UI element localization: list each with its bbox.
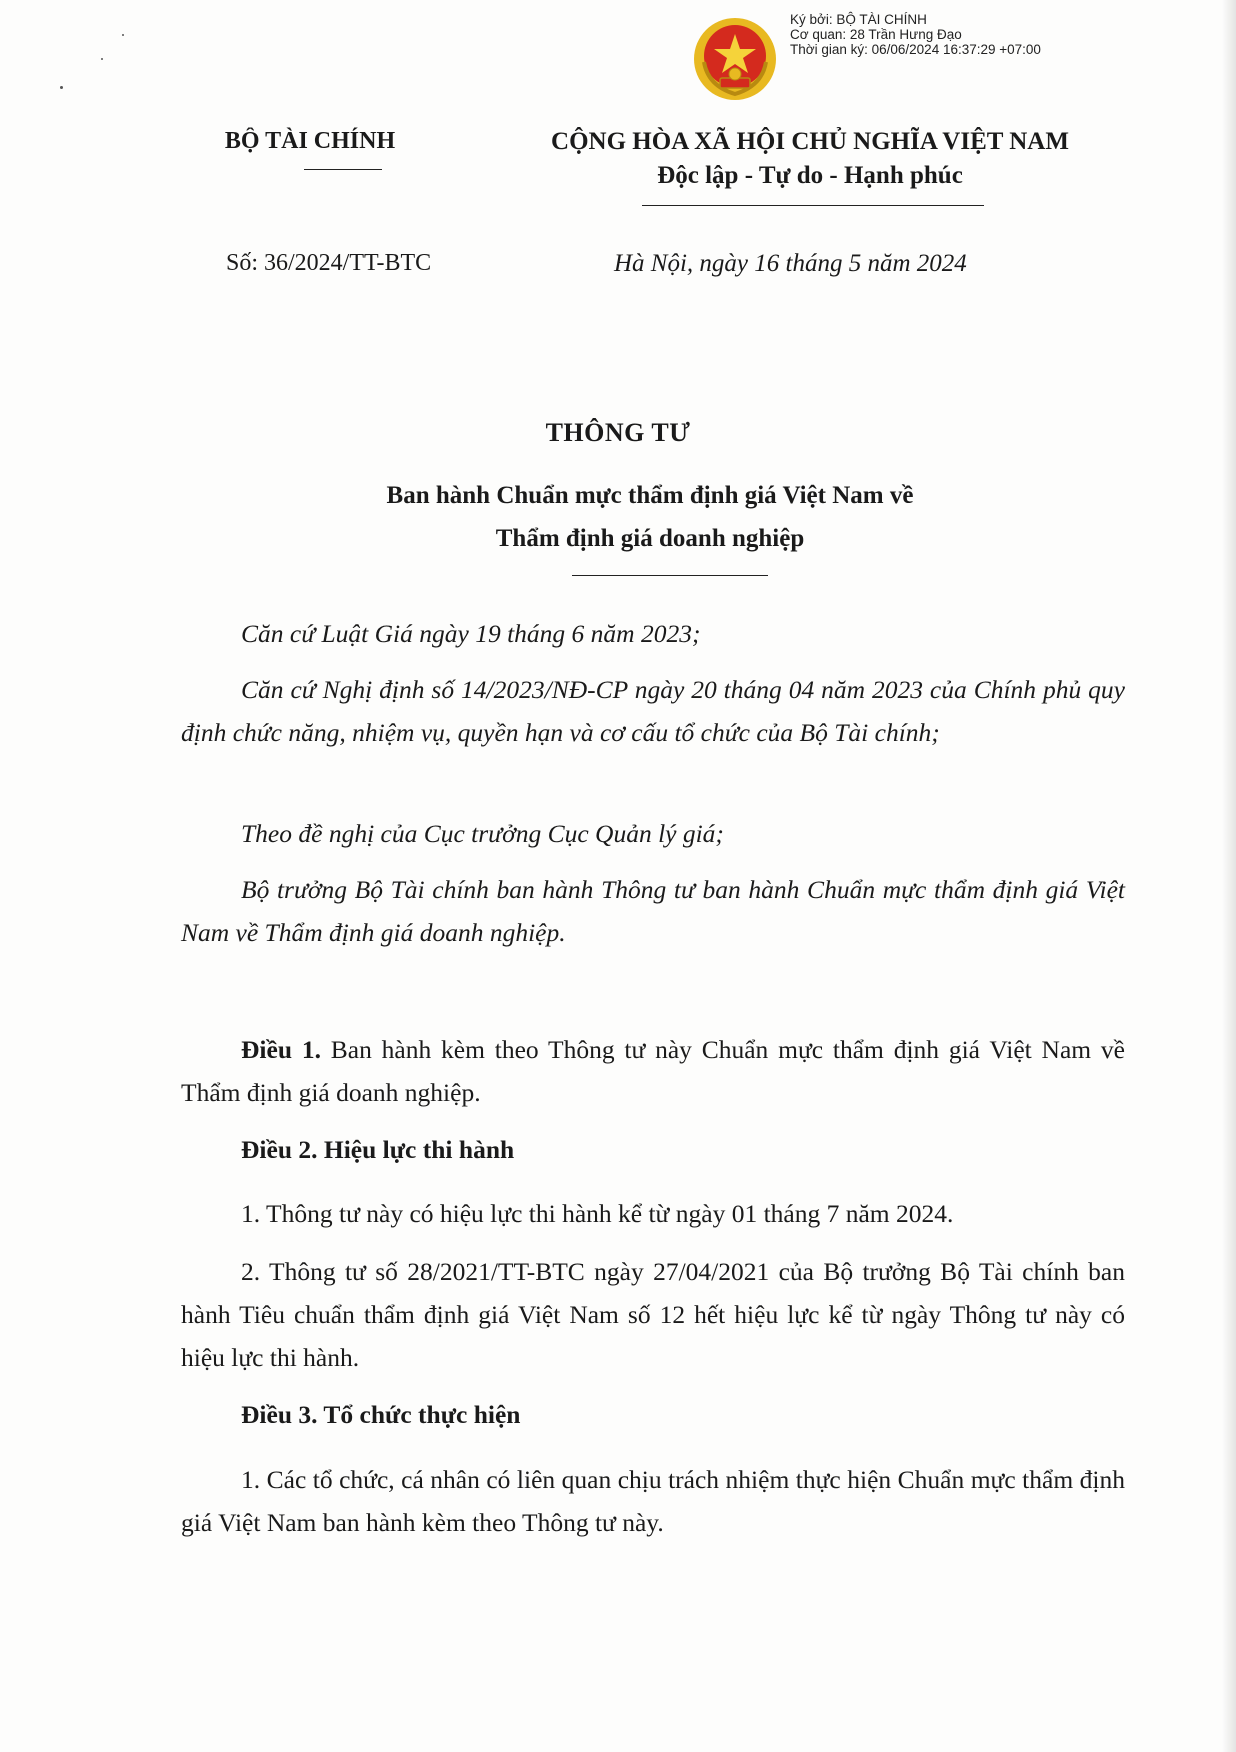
article-3-heading: Điều 3. Tổ chức thực hiện [241, 1400, 521, 1429]
preamble-basis: Theo đề nghị của Cục trưởng Cục Quản lý giá; [241, 819, 724, 848]
preamble-basis: Bộ trưởng Bộ Tài chính ban hành Thông tư ban hành Chuẩn mực thẩm định giá Việt Nam về Thẩm định giá doanh nghiệp. [181, 875, 1125, 947]
article-1 [181, 1028, 1125, 1114]
document-type-title: THÔNG TƯ [545, 418, 691, 447]
place-and-date: Hà Nội, ngày 16 tháng 5 năm 2024 [614, 250, 967, 277]
national-motto: Độc lập - Tự do - Hạnh phúc [657, 162, 963, 189]
subject-line: Ban hành Chuẩn mực thẩm định giá Việt Nam về [386, 482, 914, 509]
signer-agency: Cơ quan: 28 Trần Hưng Đạo [790, 27, 962, 42]
article-2-item: 1. Thông tư này có hiệu lực thi hành kể từ ngày 01 tháng 7 năm 2024. [241, 1199, 954, 1228]
article-2-item: 2. Thông tư số 28/2021/TT-BTC ngày 27/04/2021 của Bộ trưởng Bộ Tài chính ban hành Tiêu chuẩn thẩm định giá Việt Nam số 12 hết hiệu lực kể từ ngày Thông tư này có hiệu lực thi hành. [181, 1257, 1125, 1372]
article-2-heading: Điều 2. Hiệu lực thi hành [241, 1135, 515, 1164]
article-1-text: Ban hành kèm theo Thông tư này Chuẩn mực thẩm định giá Việt Nam về Thẩm định giá doanh nghiệp. [181, 1035, 1125, 1107]
motto-underline [642, 205, 984, 206]
preamble-basis: Căn cứ Nghị định số 14/2023/NĐ-CP ngày 20 tháng 04 năm 2023 của Chính phủ quy định chức năng, nhiệm vụ, quyền hạn và cơ cấu tổ chức của Bộ Tài chính; [181, 675, 1125, 747]
subject-underline [572, 575, 768, 576]
scan-speck [60, 86, 63, 89]
scan-speck [122, 34, 124, 36]
national-emblem-icon [692, 16, 778, 102]
national-name: CỘNG HÒA XÃ HỘI CHỦ NGHĨA VIỆT NAM [551, 128, 1069, 155]
scan-speck [101, 58, 103, 60]
document-number: Số: 36/2024/TT-BTC [226, 250, 432, 276]
scan-edge-shadow [1222, 0, 1236, 1752]
issuing-ministry: BỘ TÀI CHÍNH [224, 128, 396, 154]
signer-name: Ký bởi: BỘ TÀI CHÍNH [790, 12, 927, 27]
subject-line: Thẩm định giá doanh nghiệp [495, 525, 805, 552]
signing-time: Thời gian ký: 06/06/2024 16:37:29 +07:00 [790, 42, 1041, 57]
digital-signature-info [790, 12, 1041, 57]
article-1-label: Điều 1. [241, 1035, 321, 1064]
article-3-item: 1. Các tổ chức, cá nhân có liên quan chịu trách nhiệm thực hiện Chuẩn mực thẩm định giá Việt Nam ban hành kèm theo Thông tư này. [181, 1465, 1125, 1537]
preamble-basis: Căn cứ Luật Giá ngày 19 tháng 6 năm 2023; [241, 619, 701, 648]
document-subject [260, 474, 1040, 560]
ministry-underline [304, 169, 382, 170]
